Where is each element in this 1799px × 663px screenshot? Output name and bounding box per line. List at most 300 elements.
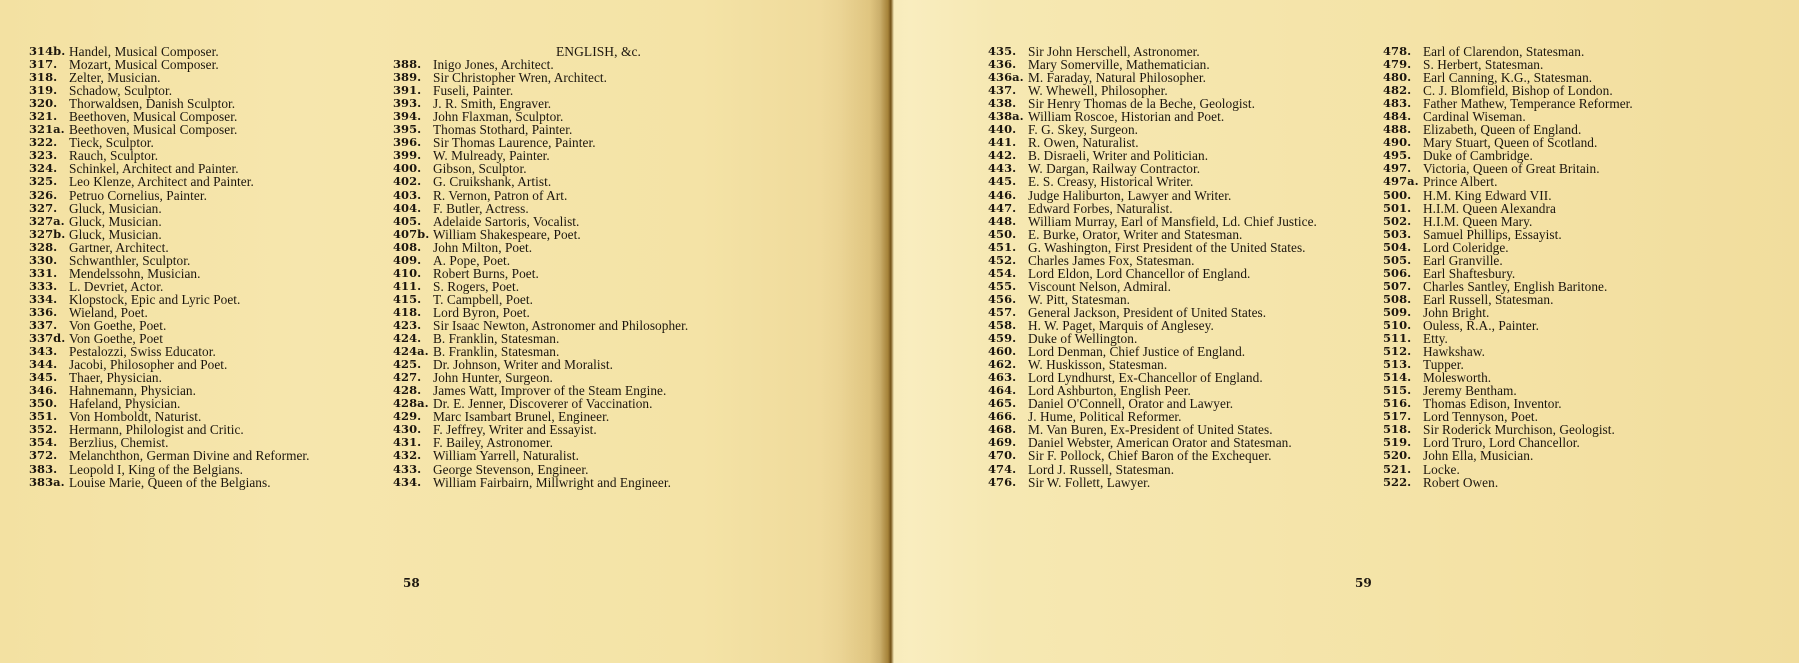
entry-name: R. Owen, Naturalist.	[1028, 135, 1139, 151]
list-item	[29, 228, 310, 241]
entry-name: M. Faraday, Natural Philosopher.	[1028, 70, 1206, 86]
entry-number: 507.	[1383, 278, 1412, 293]
entry-name: William Shakespeare, Poet.	[433, 226, 581, 242]
entry-number: 433.	[393, 461, 422, 476]
entry-name: Lord Byron, Poet.	[433, 304, 530, 320]
entry-name: Inigo Jones, Architect.	[433, 57, 554, 73]
entry-number: 372.	[29, 448, 58, 463]
entry-number: 408.	[393, 239, 422, 254]
entry-number: 436a.	[988, 70, 1024, 85]
entry-name: Lord J. Russell, Statesman.	[1028, 461, 1175, 477]
entry-number: 469.	[988, 435, 1017, 450]
entry-number: 428a.	[393, 396, 429, 411]
entry-number: 396.	[393, 135, 422, 150]
entry-name: Fuseli, Painter.	[433, 83, 514, 99]
entry-name: Handel, Musical Composer.	[69, 44, 219, 59]
entry-name: Mozart, Musical Composer.	[69, 57, 219, 73]
entry-name: Hafeland, Physician.	[69, 396, 181, 412]
list-item	[380, 202, 688, 215]
list-item	[988, 241, 1317, 254]
entry-number: 325.	[29, 174, 58, 189]
entry-name: John Ella, Musician.	[1423, 448, 1534, 464]
entry-number: 445.	[988, 174, 1017, 189]
entry-number: 480.	[1383, 70, 1412, 85]
entry-name: Duke of Wellington.	[1028, 331, 1138, 347]
entry-name: Robert Owen.	[1423, 474, 1499, 490]
entry-number: 519.	[1383, 435, 1412, 450]
entry-name: F. Butler, Actress.	[433, 200, 529, 216]
entry-number: 324.	[29, 161, 58, 176]
entry-name: Ouless, R.A., Painter.	[1423, 317, 1539, 333]
list-item	[1383, 267, 1633, 280]
entry-number: 431.	[393, 435, 422, 450]
page-number-left: 58	[403, 576, 420, 590]
list-item	[1383, 476, 1633, 489]
entry-number: 321a.	[29, 122, 65, 137]
entry-number: 352.	[29, 422, 58, 437]
entry-name: Thorwaldsen, Danish Sculptor.	[69, 96, 236, 112]
entry-number: 458.	[988, 317, 1017, 332]
list-item	[988, 175, 1317, 188]
entry-name: Tieck, Sculptor.	[69, 135, 154, 151]
entry-number: 343.	[29, 344, 58, 359]
entry-number: 483.	[1383, 96, 1412, 111]
entry-name: Lord Lyndhurst, Ex-Chancellor of England.	[1028, 370, 1263, 386]
left-page-column-2	[380, 45, 688, 489]
entry-name: Thomas Edison, Inventor.	[1423, 396, 1562, 412]
entry-number: 403.	[393, 187, 422, 202]
entry-name: Sir Henry Thomas de la Beche, Geologist.	[1028, 96, 1256, 112]
list-item	[988, 293, 1317, 306]
entry-number: 450.	[988, 226, 1017, 241]
right-page-column-1	[988, 45, 1317, 489]
entry-number: 512.	[1383, 344, 1412, 359]
entry-name: Jeremy Bentham.	[1423, 383, 1517, 399]
list-item	[380, 189, 688, 202]
entry-name: Thomas Stothard, Painter.	[433, 122, 573, 138]
entry-number: 455.	[988, 278, 1017, 293]
entry-name: B. Franklin, Statesman.	[433, 331, 560, 347]
entry-name: Gartner, Architect.	[69, 239, 169, 255]
entry-number: 429.	[393, 409, 422, 424]
list-item	[29, 215, 310, 228]
list-item	[1383, 345, 1633, 358]
entry-name: Von Homboldt, Naturist.	[69, 409, 202, 425]
entry-number: 333.	[29, 278, 58, 293]
entry-number: 495.	[1383, 148, 1412, 163]
list-item	[380, 228, 688, 241]
list-item	[988, 228, 1317, 241]
entry-name: H. W. Paget, Marquis of Anglesey.	[1028, 317, 1214, 333]
entry-number: 501.	[1383, 200, 1412, 215]
left-page-column-1	[29, 45, 310, 489]
entry-name: F. Bailey, Astronomer.	[433, 435, 553, 451]
entry-name: W. Mulready, Painter.	[433, 148, 550, 164]
entry-name: General Jackson, President of United States.	[1028, 304, 1267, 320]
entry-number: 427.	[393, 370, 422, 385]
list-item	[988, 202, 1317, 215]
entry-name: Von Goethe, Poet.	[69, 317, 167, 333]
english-entries	[380, 58, 688, 489]
list-item	[1383, 280, 1633, 293]
list-item	[1383, 175, 1633, 188]
entry-number: 410.	[393, 265, 422, 280]
list-item	[988, 254, 1317, 267]
list-item	[1383, 215, 1633, 228]
entry-number: 393.	[393, 96, 422, 111]
entry-number: 424a.	[393, 344, 429, 359]
entry-number: 436.	[988, 57, 1017, 72]
list-item	[1383, 358, 1633, 371]
entry-number: 317.	[29, 57, 58, 72]
entry-name: W. Whewell, Philosopher.	[1028, 83, 1168, 99]
list-item	[29, 280, 310, 293]
entry-name: Klopstock, Epic and Lyric Poet.	[69, 291, 241, 307]
entry-number: 438a.	[988, 109, 1024, 124]
entry-number: 468.	[988, 422, 1017, 437]
entry-name: Mendelssohn, Musician.	[69, 265, 201, 281]
entry-number: 411.	[393, 278, 422, 293]
gutter-shadow	[820, 0, 891, 663]
entry-name: Gluck, Musician.	[69, 226, 162, 242]
entry-number: 344.	[29, 357, 58, 372]
entry-name: Gibson, Sculptor.	[433, 161, 527, 177]
entry-name: Jacobi, Philosopher and Poet.	[69, 357, 228, 373]
list-item	[988, 215, 1317, 228]
list-item	[1383, 228, 1633, 241]
list-item	[1383, 293, 1633, 306]
entry-name: Tupper.	[1423, 357, 1464, 373]
entry-number: 326.	[29, 187, 58, 202]
entry-number: 391.	[393, 83, 422, 98]
list-item	[29, 449, 310, 462]
entry-name: John Milton, Poet.	[433, 239, 533, 255]
entry-name: Duke of Cambridge.	[1423, 148, 1533, 164]
entry-number: 508.	[1383, 291, 1412, 306]
entry-name: Charles James Fox, Statesman.	[1028, 252, 1195, 268]
entry-name: Earl Shaftesbury.	[1423, 265, 1516, 281]
section-header-english: ENGLISH, &c.	[556, 44, 641, 59]
entry-name: Earl Granville.	[1423, 252, 1503, 268]
entry-number: 446.	[988, 187, 1017, 202]
entry-number: 440.	[988, 122, 1017, 137]
entry-name: Schinkel, Architect and Painter.	[69, 161, 239, 177]
entry-name: Berzlius, Chemist.	[69, 435, 169, 451]
list-item	[29, 175, 310, 188]
entry-number: 474.	[988, 461, 1017, 476]
list-item	[1383, 254, 1633, 267]
entry-name: Victoria, Queen of Great Britain.	[1423, 161, 1600, 177]
entry-number: 407b.	[393, 226, 430, 241]
entry-name: Zelter, Musician.	[69, 70, 161, 86]
entry-number: 350.	[29, 396, 58, 411]
entry-number: 327b.	[29, 226, 66, 241]
entry-name: Marc Isambart Brunel, Engineer.	[433, 409, 610, 425]
entry-number: 448.	[988, 213, 1017, 228]
entry-number: 456.	[988, 291, 1017, 306]
entry-name: S. Herbert, Statesman.	[1423, 57, 1544, 73]
entry-number: 327.	[29, 200, 58, 215]
entry-number: 462.	[988, 357, 1017, 372]
entry-name: John Hunter, Surgeon.	[433, 370, 553, 386]
entry-number: 405.	[393, 213, 422, 228]
entry-name: Gluck, Musician.	[69, 200, 162, 216]
list-item	[380, 71, 688, 84]
entry-name: Lord Eldon, Lord Chancellor of England.	[1028, 265, 1251, 281]
entry-number: 476.	[988, 474, 1017, 489]
entry-name: Lord Coleridge.	[1423, 239, 1509, 255]
entry-number: 409.	[393, 252, 422, 267]
entry-name: F. G. Skey, Surgeon.	[1028, 122, 1139, 138]
entry-name: Molesworth.	[1423, 370, 1492, 386]
entry-number: 435.	[988, 44, 1017, 58]
list-item	[29, 202, 310, 215]
list-item	[29, 189, 310, 202]
entry-name: Samuel Phillips, Essayist.	[1423, 226, 1562, 242]
list-item	[988, 280, 1317, 293]
entry-name: Rauch, Sculptor.	[69, 148, 159, 164]
entry-number: 354.	[29, 435, 58, 450]
list-item	[380, 254, 688, 267]
entry-number: 428.	[393, 383, 422, 398]
entry-name: Louise Marie, Queen of the Belgians.	[69, 474, 271, 490]
entry-name: R. Vernon, Patron of Art.	[433, 187, 568, 203]
entry-name: Sir Thomas Laurence, Painter.	[433, 135, 596, 151]
entry-number: 437.	[988, 83, 1017, 98]
entry-name: W. Pitt, Statesman.	[1028, 291, 1131, 307]
entry-name: E. S. Creasy, Historical Writer.	[1028, 174, 1194, 190]
list-item	[380, 449, 688, 462]
entry-number: 314b.	[29, 44, 66, 58]
list-item	[988, 476, 1317, 489]
list-item	[1383, 319, 1633, 332]
entry-number: 522.	[1383, 474, 1412, 489]
entry-number: 506.	[1383, 265, 1412, 280]
list-item	[380, 463, 688, 476]
list-item	[1383, 463, 1633, 476]
entry-name: Lord Tennyson, Poet.	[1423, 409, 1539, 425]
entry-name: Locke.	[1423, 461, 1460, 477]
entry-name: Mary Stuart, Queen of Scotland.	[1423, 135, 1598, 151]
entry-number: 425.	[393, 357, 422, 372]
entry-name: Sir W. Follett, Lawyer.	[1028, 474, 1151, 490]
entry-name: Lord Denman, Chief Justice of England.	[1028, 344, 1246, 360]
entry-name: Lord Ashburton, English Peer.	[1028, 383, 1191, 399]
page-number-right: 59	[1355, 576, 1372, 590]
entry-name: H.I.M. Queen Alexandra	[1423, 200, 1556, 216]
entry-name: Sir John Herschell, Astronomer.	[1028, 44, 1200, 59]
entry-name: Earl Canning, K.G., Statesman.	[1423, 70, 1593, 86]
list-item	[988, 267, 1317, 280]
entry-number: 423.	[393, 317, 422, 332]
entry-name: L. Devriet, Actor.	[69, 278, 164, 294]
entry-number: 328.	[29, 239, 58, 254]
entry-name: T. Campbell, Poet.	[433, 291, 533, 307]
entry-number: 322.	[29, 135, 58, 150]
list-item	[29, 293, 310, 306]
list-item	[1383, 202, 1633, 215]
entry-number: 478.	[1383, 44, 1412, 58]
entry-number: 497a.	[1383, 174, 1419, 189]
entry-number: 345.	[29, 370, 58, 385]
entry-name: Leopold I, King of the Belgians.	[69, 461, 244, 477]
entry-number: 514.	[1383, 370, 1412, 385]
entry-name: Etty.	[1423, 331, 1448, 347]
entry-number: 400.	[393, 161, 422, 176]
entry-name: Beethoven, Musical Composer.	[69, 122, 238, 138]
list-item	[29, 476, 310, 489]
entry-number: 516.	[1383, 396, 1412, 411]
list-item	[380, 293, 688, 306]
entry-name: Schwanthler, Sculptor.	[69, 252, 191, 268]
list-item	[988, 189, 1317, 202]
list-item	[380, 280, 688, 293]
entry-number: 394.	[393, 109, 422, 124]
entry-number: 515.	[1383, 383, 1412, 398]
entry-name: Viscount Nelson, Admiral.	[1028, 278, 1172, 294]
entry-number: 521.	[1383, 461, 1412, 476]
entry-name: William Yarrell, Naturalist.	[433, 448, 579, 464]
entry-name: Gluck, Musician.	[69, 213, 162, 229]
entry-name: F. Jeffrey, Writer and Essayist.	[433, 422, 597, 438]
entry-number: 484.	[1383, 109, 1412, 124]
right-page-column-2	[1383, 45, 1633, 489]
entry-name: J. R. Smith, Engraver.	[433, 96, 552, 112]
entry-number: 432.	[393, 448, 422, 463]
entry-number: 503.	[1383, 226, 1412, 241]
entry-number: 443.	[988, 161, 1017, 176]
list-item	[1383, 241, 1633, 254]
list-item	[1383, 332, 1633, 345]
entry-number: 505.	[1383, 252, 1412, 267]
entry-number: 500.	[1383, 187, 1412, 202]
entry-number: 447.	[988, 200, 1017, 215]
entry-name: William Roscoe, Historian and Poet.	[1028, 109, 1225, 125]
entry-number: 334.	[29, 291, 58, 306]
entry-name: B. Franklin, Statesman.	[433, 344, 560, 360]
entry-number: 482.	[1383, 83, 1412, 98]
entry-number: 346.	[29, 383, 58, 398]
entry-name: Edward Forbes, Naturalist.	[1028, 200, 1173, 216]
list-item	[380, 267, 688, 280]
entry-name: Dr. E. Jenner, Discoverer of Vaccination.	[433, 396, 653, 412]
entry-number: 438.	[988, 96, 1017, 111]
entry-name: Leo Klenze, Architect and Painter.	[69, 174, 254, 190]
entry-name: Hawkshaw.	[1423, 344, 1485, 360]
entry-name: Sir Christopher Wren, Architect.	[433, 70, 608, 86]
entry-name: Von Goethe, Poet	[69, 331, 163, 347]
entry-number: 511.	[1383, 331, 1412, 346]
entry-name: Melanchthon, German Divine and Reformer.	[69, 448, 310, 464]
entry-name: B. Disraeli, Writer and Politician.	[1028, 148, 1209, 164]
entry-number: 488.	[1383, 122, 1412, 137]
entry-number: 388.	[393, 57, 422, 72]
entry-name: William Fairbairn, Millwright and Engineer.	[433, 474, 671, 490]
entry-name: H.M. King Edward VII.	[1423, 187, 1552, 203]
entry-name: Prince Albert.	[1423, 174, 1498, 190]
entry-name: Wieland, Poet.	[69, 304, 148, 320]
entry-name: Hermann, Philologist and Critic.	[69, 422, 244, 438]
entry-name: Sir Roderick Murchison, Geologist.	[1423, 422, 1615, 438]
entry-name: James Watt, Improver of the Steam Engine.	[433, 383, 667, 399]
entry-number: 463.	[988, 370, 1017, 385]
entry-number: 318.	[29, 70, 58, 85]
entry-number: 351.	[29, 409, 58, 424]
entry-number: 454.	[988, 265, 1017, 280]
entry-name: Daniel O'Connell, Orator and Lawyer.	[1028, 396, 1234, 412]
entry-name: Elizabeth, Queen of England.	[1423, 122, 1582, 138]
entry-name: C. J. Blomfield, Bishop of London.	[1423, 83, 1613, 99]
entry-number: 399.	[393, 148, 422, 163]
entry-number: 504.	[1383, 239, 1412, 254]
entry-number: 466.	[988, 409, 1017, 424]
entry-name: George Stevenson, Engineer.	[433, 461, 589, 477]
entry-name: G. Washington, First President of the United States.	[1028, 239, 1306, 255]
entry-name: Charles Santley, English Baritone.	[1423, 278, 1608, 294]
list-item	[29, 241, 310, 254]
entry-number: 383.	[29, 461, 58, 476]
list-item	[988, 449, 1317, 462]
entry-number: 320.	[29, 96, 58, 111]
entry-name: E. Burke, Orator, Writer and Statesman.	[1028, 226, 1243, 242]
entry-number: 451.	[988, 239, 1017, 254]
entry-number: 336.	[29, 304, 58, 319]
entry-name: Earl of Clarendon, Statesman.	[1423, 44, 1585, 59]
entry-number: 389.	[393, 70, 422, 85]
entry-number: 520.	[1383, 448, 1412, 463]
list-item	[988, 463, 1317, 476]
entry-name: Father Mathew, Temperance Reformer.	[1423, 96, 1633, 112]
entry-number: 502.	[1383, 213, 1412, 228]
entry-number: 465.	[988, 396, 1017, 411]
entry-name: Daniel Webster, American Orator and Statesman.	[1028, 435, 1292, 451]
entry-name: A. Pope, Poet.	[433, 252, 511, 268]
entry-number: 337.	[29, 317, 58, 332]
entry-number: 418.	[393, 304, 422, 319]
entry-number: 513.	[1383, 357, 1412, 372]
entry-number: 442.	[988, 148, 1017, 163]
entry-name: Petruo Cornelius, Painter.	[69, 187, 207, 203]
entry-name: J. Hume, Political Reformer.	[1028, 409, 1182, 425]
entry-name: Judge Haliburton, Lawyer and Writer.	[1028, 187, 1232, 203]
list-item	[380, 241, 688, 254]
entry-number: 402.	[393, 174, 422, 189]
entry-number: 497.	[1383, 161, 1412, 176]
entry-number: 434.	[393, 474, 422, 489]
entry-name: Pestalozzi, Swiss Educator.	[69, 344, 216, 360]
entry-name: Schadow, Sculptor.	[69, 83, 173, 99]
list-item	[1383, 189, 1633, 202]
list-item	[380, 149, 688, 162]
entry-number: 459.	[988, 331, 1017, 346]
entry-name: Lord Truro, Lord Chancellor.	[1423, 435, 1580, 451]
entry-number: 383a.	[29, 474, 65, 489]
entry-number: 470.	[988, 448, 1017, 463]
entry-number: 424.	[393, 331, 422, 346]
entry-name: Thaer, Physician.	[69, 370, 162, 386]
entry-number: 430.	[393, 422, 422, 437]
entry-number: 510.	[1383, 317, 1412, 332]
entry-number: 490.	[1383, 135, 1412, 150]
entry-number: 337d.	[29, 331, 66, 346]
entry-number: 457.	[988, 304, 1017, 319]
entry-name: H.I.M. Queen Mary.	[1423, 213, 1533, 229]
list-item	[380, 175, 688, 188]
entry-number: 464.	[988, 383, 1017, 398]
entry-number: 460.	[988, 344, 1017, 359]
entry-number: 452.	[988, 252, 1017, 267]
entry-number: 331.	[29, 265, 58, 280]
